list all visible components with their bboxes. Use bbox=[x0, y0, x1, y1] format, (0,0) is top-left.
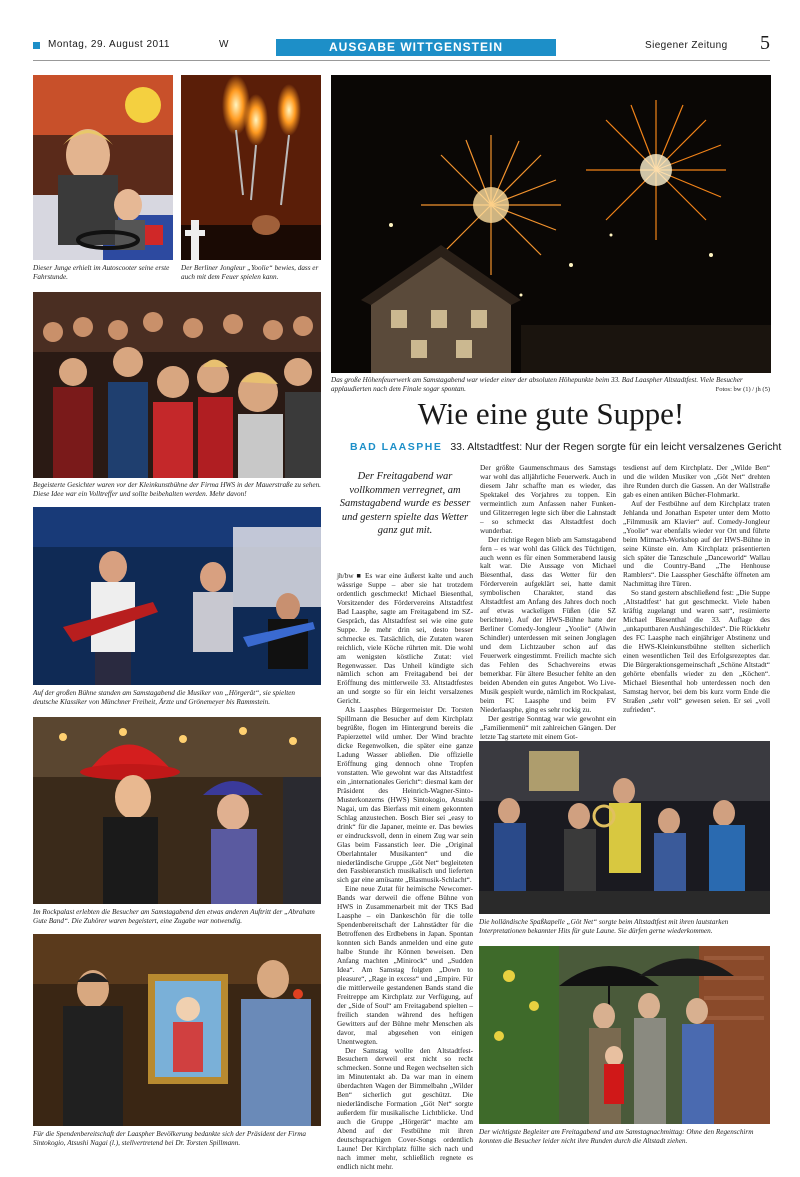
caption-brass-band: Die holländische Spaßkapelle „Göt Net“ sorgte beim Altstadtfest mit ihren lautstarken Interpretationen bekannter Hits für gute Laune. Sie dürfen gerne wiederkommen. bbox=[479, 918, 729, 935]
caption-juggler: Der Berliner Jongleur „Yoolie“ bewies, dass er auch mit dem Feuer spielen kann. bbox=[181, 264, 319, 281]
edition-banner: AUSGABE WITTGENSTEIN bbox=[276, 39, 556, 56]
article-headline: Wie eine gute Suppe! bbox=[417, 396, 685, 431]
photo-rockpalast bbox=[33, 717, 321, 904]
photo-gift bbox=[33, 934, 321, 1126]
paragraph: Als Laasphes Bürgermeister Dr. Torsten Spillmann die Besucher auf dem Kirchplatz begrüßte, flogen im Hintergrund bereits die Papierzettel wild umher. Der Wind brachte dicke Regenwolken, die später eine ganze Ladung Wasser abließen. Die offizielle Eröffnung ging dennoch ohne Tropfen vonstatten. Wie gewohnt war das Altstadtfest ein „internationales Gericht“: diesmal kam der Präsident des Heinrich-Wagner-Sinto-Musterkonzerns (HWS) Sintokogio, Atsushi Nagai, um das Bierfass mit einem gekonnten Schlag anzustechen. Bosch Bier sei „easy to drink“ für die Japaner, meinte er. Das bewies er eindrucksvoll, denn in einem Zug war sein Glas beim Fassanstich leer. Die „Original Oberlahntaler Musikanten“ und die niederländische Gruppe „Göt Net“ begleiteten den Fassbieranstich musikalisch und lieferten sich gar eine amüsante „Blasmusik-Schlacht“. bbox=[337, 705, 473, 885]
paragraph: So stand gestern abschließend fest: „Die Suppe ‚Altstadtfest‘ hat gut geschmeckt. Viele haben kräftig zugelangt und waren satt“, resümierte Michael Biesenthal die 33. Auflage des „unkaputtbaren Aushängeschildes“. Die Rückkehr des FC Laasphe nach einjähriger Abstinenz und die HWS-Kleinkunstbühne stellten sicherlich einen wesentlichen Teil des Erfolgsrezeptes dar. Die Bürgeraktionsgemeinschaft „Schöne Altstadt“ gehörte ebenfalls wieder zu den „Köchen“. Michael Biesenthal hob unterdessen noch den Samstag hervor, bei dem bis kurz vorm Ende die Straßen „sehr voll“ gewesen seien. Er sei „voll zufrieden“. bbox=[623, 588, 770, 714]
article-subheadline bbox=[350, 441, 781, 453]
caption-stage: Auf der großen Bühne standen am Samstagabend die Musiker von „Hörgerät“, sie spielten deutsche Klassiker von Münchner Freiheit, Ärzte und Grönemeyer bis Rammstein. bbox=[33, 689, 295, 706]
caption-gift: Für die Spendenbereitschaft der Laaspher Bevölkerung bedankte sich der Präsident der Firma Sintokogio, Atsushi Nagai (l.), stellvertretend bei Dr. Torsten Spillmann. bbox=[33, 1130, 307, 1147]
caption-autoscooter: Dieser Junge erhielt im Autoscooter seine erste Fahrstunde. bbox=[33, 264, 170, 281]
paragraph: jh/bw ■ Es war eine äußerst kalte und auch wässrige Suppe – aber sie hat trotzdem ordentlich geschmeckt! Michael Biesenthal, Vorsitzender des Fördervereins Altstadtfest Bad Laasphe, sagte am Freitagabend im SZ-Gespräch, das Altstadtfest sei wie eine gute Suppe. Je mehr drin sei, desto besser schmecke es. Tatsächlich, die Zutaten waren reichlich, viele Köche rührten mit. Die wohl am wenigsten köstliche Zutat: viel Regenwasser. Das Unheil kündigte sich nämlich schon am Freitagabend bei der Eröffnung des mittlerweile 33. Altstadtfestes an und sorgte so für ein leicht versalzenes Gericht. bbox=[337, 571, 473, 706]
issue-date: Montag, 29. August 2011 bbox=[48, 39, 170, 50]
newspaper-name: Siegener Zeitung bbox=[645, 40, 728, 51]
photo-crowd bbox=[33, 292, 321, 478]
header-rule bbox=[33, 60, 770, 61]
dateline-location: BAD LAASPHE bbox=[350, 441, 443, 453]
photo-umbrellas bbox=[479, 946, 770, 1124]
caption-umbrellas: Der wichtigste Begleiter am Freitagabend und am Samstagnachmittag: Ohne den Regenschirm konnten die Besucher leider nicht ihre Runden durch die Altstadt ziehen. bbox=[479, 1128, 754, 1145]
page-header bbox=[33, 32, 770, 58]
page-number: 5 bbox=[760, 32, 770, 54]
paragraph: Auf der Festbühne auf dem Kirchplatz traten Jehlanda und Jonathan Espeter unter dem Motto „Filmmusik am Klavier“ auf. Comedy-Jongleur „Yoolie“ war ebenfalls wieder vor Ort und führte beim Mitmach-Workshop auf der HWS-Bühne in seine Künste ein. Am Kirchplatz präsentierten sich später die Tanzschule „Danceworld“ Wallau und die Country-Band „The Henhouse Ramblers“. Die Laasspher Geschäfte öffneten am Nachmittag ihre Türen. bbox=[623, 498, 770, 589]
article-column-1 bbox=[337, 571, 473, 1171]
photo-brass-band bbox=[479, 741, 770, 914]
photo-fireworks bbox=[331, 75, 771, 373]
photo-autoscooter bbox=[33, 75, 173, 260]
edition-letter: W bbox=[219, 39, 229, 50]
article-column-3 bbox=[623, 464, 770, 734]
paragraph: Der Samstag wollte den Altstadtfest-Besuchern derweil erst nicht so recht schmecken. Sonne und Regen wechselten sich im Minutentakt ab. Da war man in einem überdachten Wagen der Bimmelbahn „Wilder Ben“ sicherlich gut geschützt. Die niederländische Formation „Göt Net“ sorgte außerdem für musikalische Lichtblicke. Und auch die Gruppe „Hörgerät“ machte am Abend auf der Festbühne mit ihren deutschsprachigen Cover-Songs ordentlich Laune! Der Kirchplatz füllte sich nach und nach immer mehr, schließlich regnete es endlich nicht mehr. bbox=[337, 1045, 473, 1171]
section-marker bbox=[33, 42, 40, 49]
article-intro: Der Freitagabend war vollkommen verregnet, am Samstagabend wurde es besser und gestern spielte das Wetter ganz gut mit. bbox=[339, 471, 471, 536]
article-column-2 bbox=[480, 463, 616, 741]
paragraph: Der richtige Regen blieb am Samstagabend fern – es war wohl das Glück des Tüchtigen, auch wenn es für einen Sommerabend lausig kalt war. Die Aussage von Michael Biesenthal, dass das Wetter für den Förderverein aufgeklärt sei, hatte damit symbolischen Charakter, stand das Altstadtfest am Anfang des Jahres doch noch auf etwas wackeligen Füßen (die SZ berichtete). Auf der HWS-Bühne hatte der Berliner Comedy-Jongleur „Yoolie“ (Alwin Schindler) unterdessen mit seinen Jonglagen und dem Lichtzauber schon auf das Feuerwerk eingestimmt. Freilich machte sich das Fehlen des Schachvereins etwas bemerkbar. Für ältere Besucher fehlte an den beiden Abenden ein gutes Angebot. Wo Live-Musik gespielt wurde, nämlich im Rockpalast, beim FC Laasphe und beim FV Niederlaasphe, ging es sehr rockig zu. bbox=[480, 534, 616, 714]
paragraph: Der gestrige Sonntag war wie gewohnt ein „Familienmenü“ mit zahlreichen Gängen. Der letzte Tag startete mit einem Got- bbox=[480, 713, 616, 741]
caption-crowd: Begeisterte Gesichter waren vor der Kleinkunstbühne der Firma HWS in der Mauerstraße zu sehen. Diese Idee war ein Volltreffer und sollte beibehalten werden. Mehr davon! bbox=[33, 481, 321, 498]
paragraph: tesdienst auf dem Kirchplatz. Der „Wilde Ben“ und die wilden Musiker von „Göt Net“ drehten ihre Runden durch die Gassen. An der Wallstraße gab es einen antiken Bücher-Flohmarkt. bbox=[623, 463, 770, 499]
paragraph: Der größte Gaumenschmaus des Samstags war wohl das alljährliche Feuerwerk. Auch in diesem Jahr schaffte man es wieder, das Spektakel des Vorjahres zu toppen. Ein vermeintlich zum Anfassen naher Funken- und Glitzerregen legte sich über die Lahnstadt – so schmeckt das Altstadtfest doch wunderbar. bbox=[480, 463, 616, 535]
caption-rockpalast: Im Rockpalast erlebten die Besucher am Samstagabend den etwas anderen Auftritt der „Abraham Gute Band“. Die Zuhörer waren begeistert, eine Zugabe war notwendig. bbox=[33, 908, 315, 925]
photo-stage bbox=[33, 507, 321, 685]
photo-juggler bbox=[181, 75, 321, 260]
paragraph: Eine neue Zutat für heimische Newcomer-Bands war derweil die offene Bühne von HWS in Zusammenarbeit mit der TKS Bad Laasphe – ein Dankeschön für die tolle Spendenbereitschaft der Lahnstädter für die Betroffenen des Erdbebens in Japan. Spontan konnten sich Bands anmelden und eine gute halbe Stunde ihr Können beweisen. Den Anfang machten „Minirock“ und „Sudden Idea“. Am Samstag folgten „Down to pleasure“, „Rage in excess“ und „Empire. Für die mittlerweile gestandenen Bands stand die Freitreppe am Kirchplatz zur Verfügung, auf der „Side of Soul“ am Freitagabend spielten – freilich standen während des heftigen Gewitters auf der Bühne mehr Menschen als davor, mal abgesehen von einigen Unentwegten. bbox=[337, 884, 473, 1046]
subheadline-text: 33. Altstadtfest: Nur der Regen sorgte für ein leicht versalzenes Gericht bbox=[450, 441, 782, 453]
caption-fireworks: Das große Höhenfeuerwerk am Samstagabend war wieder einer der absoluten Höhepunkte beim 33. Bad Laaspher Altstadtfest. Viele Besucher applaudierten nach dem Finale sogar spontan. bbox=[331, 376, 743, 393]
photo-credit: Fotos: bw (1) / jh (5) bbox=[715, 386, 770, 393]
